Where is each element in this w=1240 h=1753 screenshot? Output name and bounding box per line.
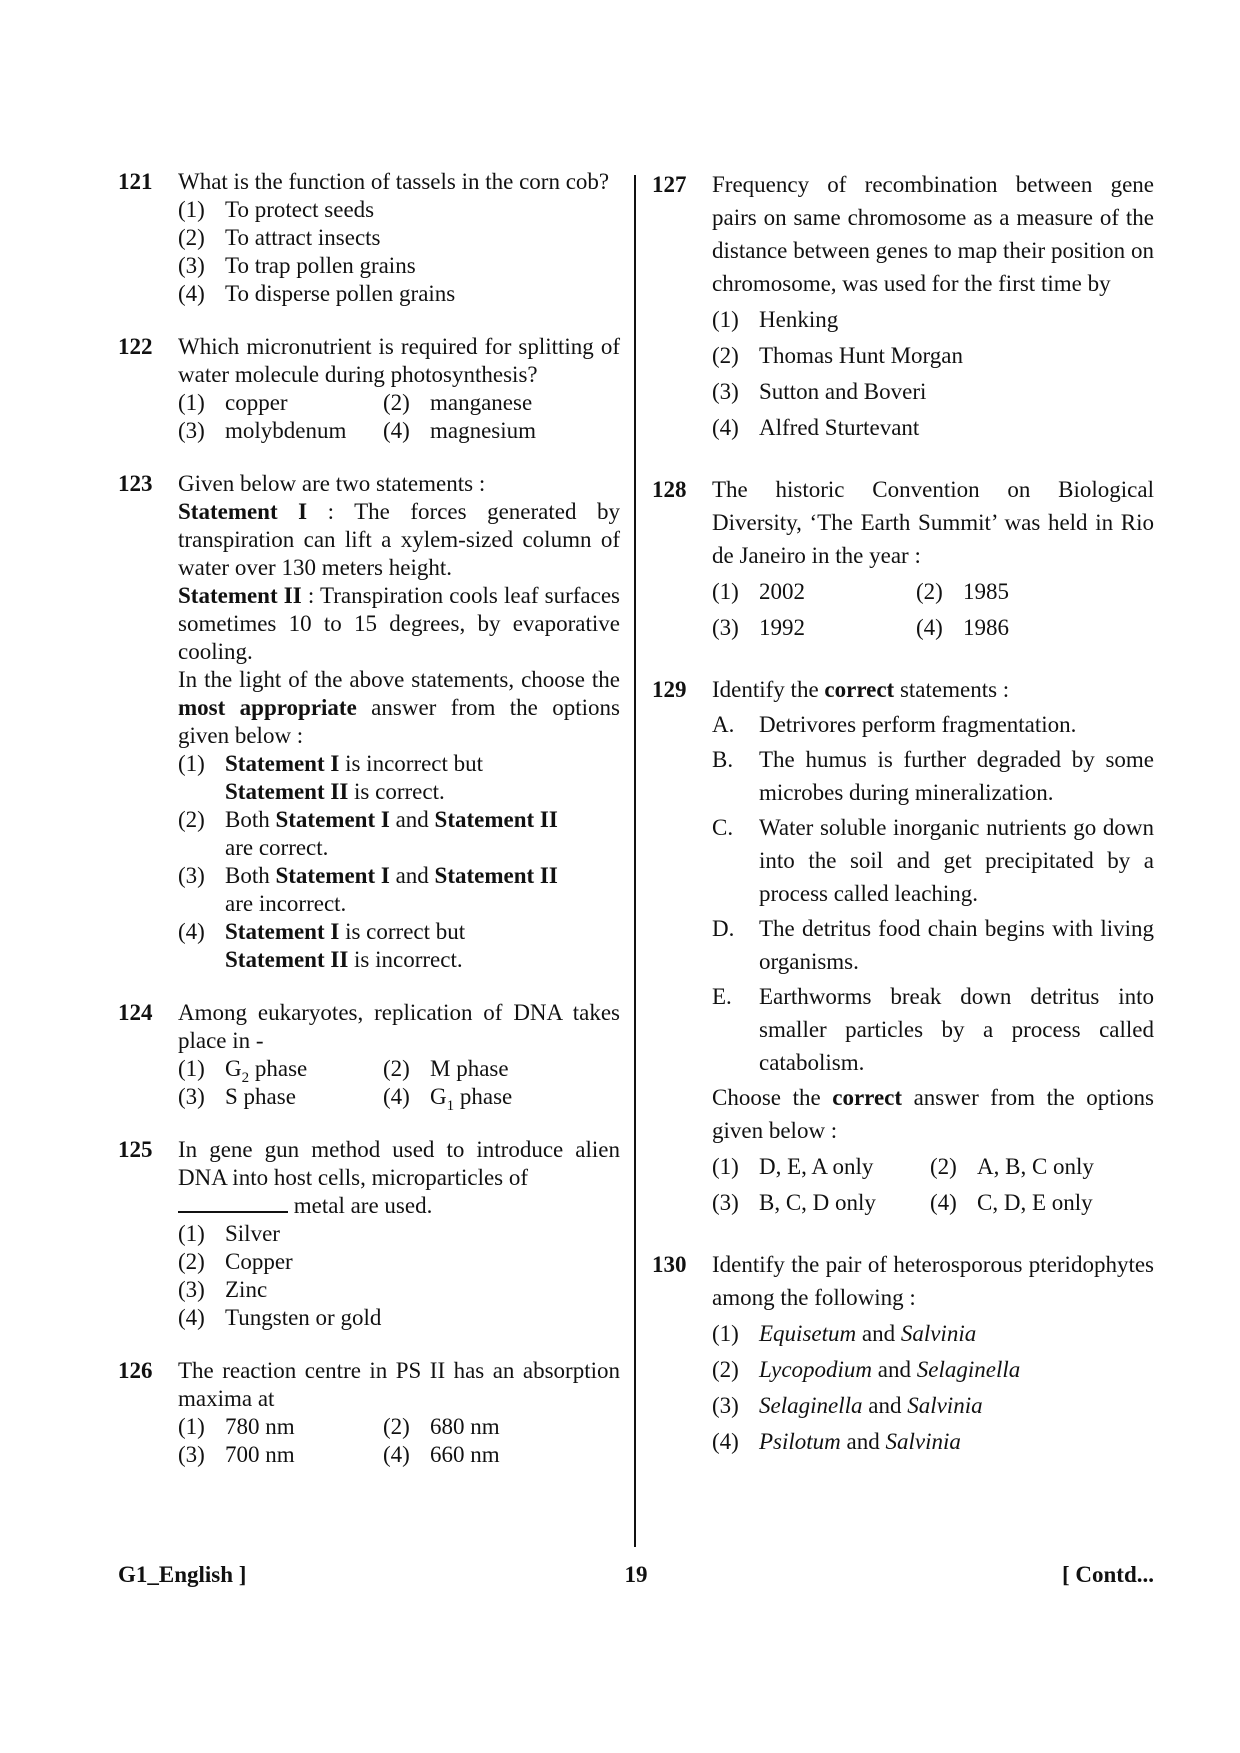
option-label: (3) xyxy=(178,1277,205,1302)
option-label: (3) xyxy=(712,615,739,640)
option-text: 780 nm xyxy=(225,1414,295,1439)
option-label: (3) xyxy=(178,253,205,278)
question-text-part: metal are used. xyxy=(293,1193,433,1218)
statement-text: Water soluble inorganic nutrients go down into the soil and get precipitated by a process called leaching. xyxy=(759,815,1154,906)
bold-term: Statement II xyxy=(434,807,558,832)
left-column xyxy=(118,168,620,1469)
option-label: (2) xyxy=(930,1154,957,1179)
fill-blank xyxy=(178,1193,288,1213)
option-text: is incorrect but xyxy=(345,751,484,776)
option-label: (4) xyxy=(383,418,410,443)
genus-name: Selaginella xyxy=(759,1393,863,1418)
option-4 xyxy=(712,411,1154,444)
statement-b xyxy=(712,743,1154,809)
question-text: Identify the pair of heterosporous pteridophytes among the following : xyxy=(712,1252,1154,1310)
option-text: phase xyxy=(254,1056,308,1081)
option-label: (1) xyxy=(178,751,205,776)
intro-bold: correct xyxy=(824,677,895,702)
instruction-bold: most appropriate xyxy=(178,695,357,720)
subscript: 1 xyxy=(446,1098,455,1114)
option-text: and xyxy=(861,1321,896,1346)
instruction-text: In the light of the above statements, choose the xyxy=(178,667,620,692)
instruction-text: answer from the options given below : xyxy=(178,695,620,748)
options-grid xyxy=(178,1413,620,1469)
option-label: (4) xyxy=(178,919,205,944)
option-1 xyxy=(178,750,620,806)
options-grid xyxy=(178,389,620,445)
genus-name: Salvinia xyxy=(907,1393,983,1418)
statement-label: D. xyxy=(712,916,735,941)
genus-name: Equisetum xyxy=(759,1321,857,1346)
question-number: 124 xyxy=(118,1000,153,1025)
genus-name: Selaginella xyxy=(916,1357,1021,1382)
option-3 xyxy=(178,862,620,918)
option-label: (4) xyxy=(178,1305,205,1330)
question-text: Which micronutrient is required for splitting of water molecule during photosynthesis? xyxy=(178,334,620,387)
option-label: (3) xyxy=(712,1190,739,1215)
option-2 xyxy=(178,224,620,252)
question-text: The historic Convention on Biological Diversity, ‘The Earth Summit’ was held in Rio de Janeiro in the year : xyxy=(712,477,1154,568)
page-footer xyxy=(118,1561,1154,1591)
option-3 xyxy=(712,375,1154,408)
question-number: 126 xyxy=(118,1358,153,1383)
option-text: 680 nm xyxy=(430,1414,500,1439)
option-text: Both xyxy=(225,863,270,888)
option-1 xyxy=(712,303,1154,336)
option-text: magnesium xyxy=(430,418,537,443)
option-label: (1) xyxy=(178,197,205,222)
question-130 xyxy=(652,1248,1154,1458)
question-text: Among eukaryotes, replication of DNA takes place in - xyxy=(178,1000,620,1053)
question-126 xyxy=(118,1357,620,1469)
option-text: Zinc xyxy=(225,1277,268,1302)
option-label: (3) xyxy=(178,1442,205,1467)
question-text xyxy=(178,1136,620,1220)
choose-instruction xyxy=(178,666,620,750)
option-label: (3) xyxy=(178,418,205,443)
option-label: (2) xyxy=(383,1056,410,1081)
option-text: copper xyxy=(225,390,288,415)
option-text: A, B, C only xyxy=(977,1154,1094,1179)
option-label: (1) xyxy=(712,307,739,332)
question-123 xyxy=(118,470,620,974)
bold-term: Statement I xyxy=(275,863,390,888)
statement-text: Earthworms break down detritus into smaller particles by a process called catabolism. xyxy=(759,984,1154,1075)
statement-1 xyxy=(178,498,620,582)
bold-term: Statement I xyxy=(225,751,340,776)
option-1 xyxy=(712,1150,930,1183)
statement-2 xyxy=(178,582,620,666)
option-text: Silver xyxy=(225,1221,280,1246)
question-121 xyxy=(118,168,620,308)
option-4 xyxy=(383,1083,620,1114)
option-1 xyxy=(178,1220,620,1248)
question-number: 123 xyxy=(118,471,153,496)
statement-text: The humus is further degraded by some microbes during mineralization. xyxy=(759,747,1154,805)
option-4 xyxy=(383,417,620,445)
option-3 xyxy=(712,1186,930,1219)
option-text: To disperse pollen grains xyxy=(225,281,456,306)
option-3 xyxy=(178,252,620,280)
option-label: (2) xyxy=(383,390,410,415)
option-text: 1985 xyxy=(963,579,1009,604)
statement-label: B. xyxy=(712,747,734,772)
statement-text: : The forces generated by transpiration can lift a xylem-sized column of water over 130 meters height. xyxy=(178,499,620,580)
statement-text: : Transpiration cools leaf surfaces sometimes 10 to 15 degrees, by evaporative cooling. xyxy=(178,583,620,664)
option-label: (2) xyxy=(383,1414,410,1439)
option-text: molybdenum xyxy=(225,418,347,443)
option-label: (3) xyxy=(712,379,739,404)
option-2 xyxy=(383,1413,620,1441)
option-3 xyxy=(178,1276,620,1304)
option-2 xyxy=(178,806,620,862)
option-text: Sutton and Boveri xyxy=(759,379,927,404)
option-text: M phase xyxy=(430,1056,509,1081)
options-list xyxy=(712,1317,1154,1458)
bold-term: Statement I xyxy=(225,919,340,944)
option-4 xyxy=(712,1425,1154,1458)
option-text: 1986 xyxy=(963,615,1009,640)
option-text: 700 nm xyxy=(225,1442,295,1467)
option-label: (1) xyxy=(178,1221,205,1246)
option-text: C, D, E only xyxy=(977,1190,1093,1215)
question-number: 130 xyxy=(652,1252,687,1277)
option-text: To protect seeds xyxy=(225,197,375,222)
right-column xyxy=(652,168,1154,1458)
column-divider xyxy=(634,175,636,1547)
options-grid xyxy=(712,1147,1154,1219)
option-text: Henking xyxy=(759,307,839,332)
options-list xyxy=(178,1220,620,1332)
question-128 xyxy=(652,473,1154,644)
option-text: and xyxy=(877,1357,911,1382)
genus-name: Salvinia xyxy=(885,1429,961,1454)
statement-text: Detrivores perform fragmentation. xyxy=(759,712,1077,737)
option-text: 1992 xyxy=(759,615,805,640)
option-label: (1) xyxy=(178,1414,205,1439)
option-2 xyxy=(930,1150,1154,1183)
option-text: is correct but xyxy=(345,919,466,944)
option-1 xyxy=(178,1055,383,1086)
question-122 xyxy=(118,333,620,445)
option-label: (4) xyxy=(383,1084,410,1109)
option-4 xyxy=(178,1304,620,1332)
question-intro: Given below are two statements : xyxy=(178,471,486,496)
footer-paper-code: G1_English ] xyxy=(118,1562,247,1587)
option-label: (4) xyxy=(916,615,943,640)
option-text: and xyxy=(868,1393,902,1418)
question-text: Frequency of recombination between gene pairs on same chromosome as a measure of the distance between genes to map their position on chromosome, was used for the first time by xyxy=(712,172,1154,296)
intro-text: Identify the xyxy=(712,677,825,702)
option-label: (1) xyxy=(178,390,205,415)
option-label: (4) xyxy=(712,1429,739,1454)
option-text: B, C, D only xyxy=(759,1190,876,1215)
options-grid xyxy=(712,572,1154,644)
option-text: and xyxy=(395,863,429,888)
option-2 xyxy=(383,1055,620,1083)
statement-d xyxy=(712,912,1154,978)
option-label: (2) xyxy=(712,1357,739,1382)
options-list xyxy=(178,196,620,308)
instruction-text: Choose the xyxy=(712,1085,833,1110)
option-text: To trap pollen grains xyxy=(225,253,416,278)
options-list xyxy=(712,303,1154,444)
option-label: (4) xyxy=(383,1442,410,1467)
option-text: and xyxy=(846,1429,880,1454)
option-4 xyxy=(383,1441,620,1469)
option-text: Both xyxy=(225,807,270,832)
option-text: is incorrect. xyxy=(354,947,463,972)
option-label: (3) xyxy=(712,1393,739,1418)
question-text: What is the function of tassels in the corn cob? xyxy=(178,169,610,194)
option-2 xyxy=(712,1353,1154,1386)
choose-instruction xyxy=(712,1081,1154,1147)
question-125 xyxy=(118,1136,620,1332)
option-1 xyxy=(178,196,620,224)
option-1 xyxy=(178,389,383,417)
genus-name: Lycopodium xyxy=(759,1357,873,1382)
option-label: (1) xyxy=(712,579,739,604)
option-text: are incorrect. xyxy=(225,891,347,916)
option-text: are correct. xyxy=(225,835,329,860)
option-3 xyxy=(178,1083,383,1111)
option-4 xyxy=(178,280,620,308)
option-label: (2) xyxy=(178,225,205,250)
option-label: (2) xyxy=(712,343,739,368)
option-3 xyxy=(712,611,916,644)
option-4 xyxy=(930,1186,1154,1219)
option-4 xyxy=(916,611,1154,644)
genus-name: Salvinia xyxy=(900,1321,977,1346)
statement-text: The detritus food chain begins with living organisms. xyxy=(759,916,1154,974)
option-text: is correct. xyxy=(354,779,445,804)
option-label: (1) xyxy=(178,1056,205,1081)
question-number: 129 xyxy=(652,677,687,702)
option-2 xyxy=(712,339,1154,372)
option-label: (1) xyxy=(712,1154,739,1179)
statement-label: A. xyxy=(712,712,735,737)
option-text: manganese xyxy=(430,390,533,415)
option-label: (2) xyxy=(178,807,205,832)
option-label: (1) xyxy=(712,1321,739,1346)
bold-term: Statement II xyxy=(225,947,349,972)
statement-c xyxy=(712,811,1154,910)
option-4 xyxy=(178,918,620,974)
option-label: (4) xyxy=(930,1190,957,1215)
statement-label: Statement I xyxy=(178,499,308,524)
option-1 xyxy=(712,1317,1154,1350)
option-3 xyxy=(178,1441,383,1469)
question-number: 121 xyxy=(118,169,153,194)
option-text: 2002 xyxy=(759,579,805,604)
bold-term: Statement II xyxy=(434,863,558,888)
option-text: G xyxy=(430,1084,447,1109)
option-label: (2) xyxy=(178,1249,205,1274)
option-text: To attract insects xyxy=(225,225,381,250)
bold-term: Statement I xyxy=(275,807,390,832)
statement-a xyxy=(712,708,1154,741)
question-number: 127 xyxy=(652,172,687,197)
question-text-part: In gene gun method used to introduce alien DNA into host cells, microparticles of xyxy=(178,1137,620,1190)
subscript: 2 xyxy=(241,1070,250,1086)
option-text: Tungsten or gold xyxy=(225,1305,382,1330)
statement-label: Statement II xyxy=(178,583,302,608)
footer-continued: [ Contd... xyxy=(1061,1562,1154,1587)
instruction-text: answer from the options given below : xyxy=(712,1085,1154,1143)
option-1 xyxy=(178,1413,383,1441)
question-129 xyxy=(652,673,1154,1219)
option-1 xyxy=(712,575,916,608)
statement-label: C. xyxy=(712,815,734,840)
question-124 xyxy=(118,999,620,1114)
question-number: 128 xyxy=(652,477,687,502)
question-number: 122 xyxy=(118,334,153,359)
intro-text: statements : xyxy=(894,677,1010,702)
option-text: 660 nm xyxy=(430,1442,500,1467)
option-label: (4) xyxy=(178,281,205,306)
option-text: and xyxy=(395,807,429,832)
option-text: phase xyxy=(459,1084,513,1109)
option-2 xyxy=(383,389,620,417)
options-grid xyxy=(178,1055,620,1114)
statement-e xyxy=(712,980,1154,1079)
option-text: Alfred Sturtevant xyxy=(759,415,920,440)
bold-term: Statement II xyxy=(225,779,349,804)
question-text: The reaction centre in PS II has an absorption maxima at xyxy=(178,1358,620,1411)
option-2 xyxy=(178,1248,620,1276)
option-label: (3) xyxy=(178,1084,205,1109)
option-text: Thomas Hunt Morgan xyxy=(759,343,964,368)
question-number: 125 xyxy=(118,1137,153,1162)
statement-label: E. xyxy=(712,984,732,1009)
option-label: (2) xyxy=(916,579,943,604)
question-intro xyxy=(712,673,1154,706)
option-2 xyxy=(916,575,1154,608)
instruction-bold: correct xyxy=(832,1085,903,1110)
option-text: Copper xyxy=(225,1249,293,1274)
question-127 xyxy=(652,168,1154,444)
option-text: D, E, A only xyxy=(759,1154,874,1179)
option-label: (3) xyxy=(178,863,205,888)
genus-name: Psilotum xyxy=(759,1429,841,1454)
option-text: S phase xyxy=(225,1084,296,1109)
option-3 xyxy=(178,417,383,445)
options-list xyxy=(178,750,620,974)
option-text: G xyxy=(225,1056,242,1081)
option-3 xyxy=(712,1389,1154,1422)
page-number: 19 xyxy=(624,1562,648,1587)
option-label: (4) xyxy=(712,415,739,440)
